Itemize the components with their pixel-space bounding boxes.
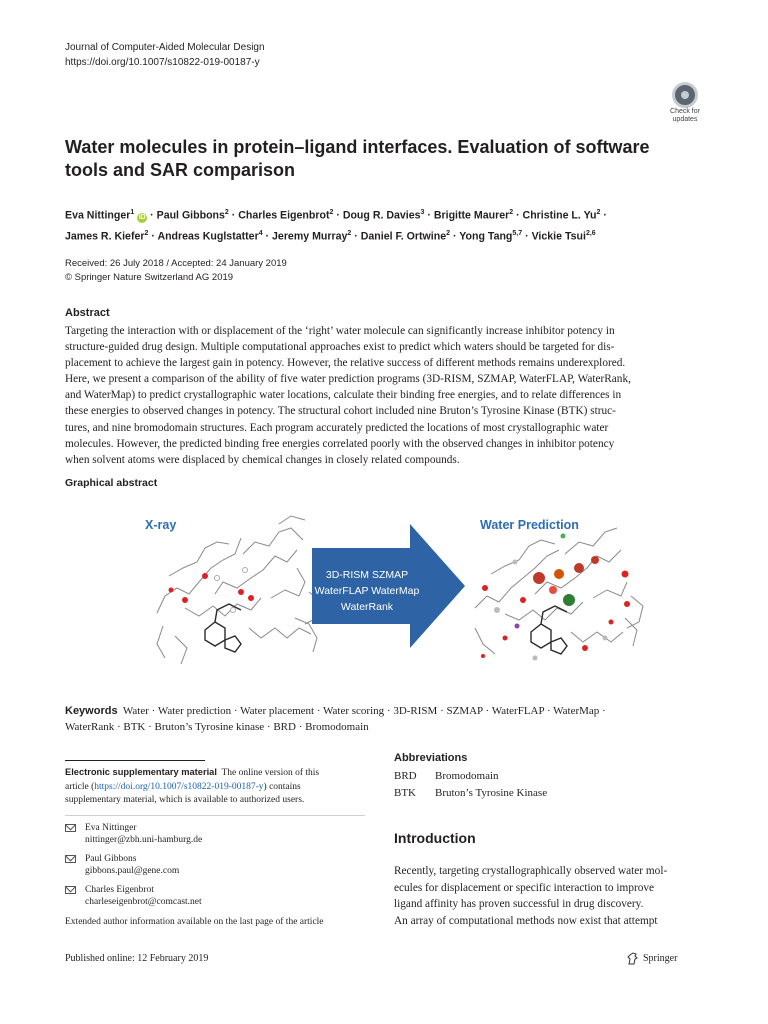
abbreviations-list bbox=[394, 768, 547, 802]
email-link[interactable]: nittinger@zbh.uni-hamburg.de bbox=[85, 835, 203, 845]
springer-horse-icon bbox=[626, 952, 639, 965]
author-list bbox=[65, 204, 705, 245]
keywords-label: Keywords bbox=[65, 705, 118, 717]
predicted-structure bbox=[475, 528, 643, 654]
keywords: Keywords Water · Water prediction · Water placement · Water scoring · 3D-RISM · SZMAP · WaterFLAP · WaterMap · WaterRank · BTK · Bruton’s Tyrosine kinase · BRD · Bromodomain bbox=[65, 705, 606, 733]
esm-bottom-divider bbox=[65, 815, 365, 816]
abbreviations-heading: Abbreviations bbox=[394, 752, 468, 764]
graphical-abstract-heading: Graphical abstract bbox=[65, 477, 158, 489]
check-updates-icon bbox=[672, 82, 698, 108]
water-prediction-label: Water Prediction bbox=[480, 518, 579, 532]
introduction-heading: Introduction bbox=[394, 830, 476, 846]
orcid-icon[interactable]: iD bbox=[138, 213, 146, 221]
abbreviation-row: BRD Bromodomain bbox=[394, 770, 499, 782]
extended-author-info: Extended author information available on the last page of the article bbox=[65, 917, 324, 927]
abstract-text: Targeting the interaction with or displacement of the ‘right’ water molecule can significantly increase inhibitor potency in structure-guided drug design. Multiple computational approaches exist to predict which waters should be targeted for dis- placement to achieve the largest gain in potency. However, the relative success of different methods remains underexplored. Here, we present a comparison of the ability of five water prediction programs (3D-RISM, SZMAP, WaterFLAP, WaterRank, and WaterMap) to predict crystallographic water locations, calculate their binding free energies, and to relate differences in these energies to observed changes in potency. The structural cohort included nine Bruton’s Tyrosine Kinase (BTK) struc- tures, and nine bromodomain structures. Each program accurately predicted the locations of most crystallographic water molecules. However, the predicted binding free energies correlated poorly with the observed changes in inhibitor potency when solvent atoms were displaced by chemical changes in closely related compounds. bbox=[65, 325, 631, 466]
esm-doi-link[interactable]: https://doi.org/10.1007/s10822-019-00187-y bbox=[94, 781, 264, 792]
abbreviation-row: BTK Bruton’s Tyrosine Kinase bbox=[394, 787, 548, 799]
xray-label: X-ray bbox=[145, 518, 177, 532]
doi-link[interactable]: https://doi.org/10.1007/s10822-019-00187-y bbox=[65, 57, 260, 68]
email-link[interactable]: charleseigenbrot@comcast.net bbox=[85, 897, 202, 907]
envelope-icon bbox=[65, 855, 76, 863]
arrow-text-line-1: 3D-RISM SZMAP bbox=[325, 569, 409, 581]
authors-line-1: Eva Nittinger$^1$ iD · Paul Gibbons$^2$ · Charles Eigenbrot$^2$ · Doug R. Davies$^3$ · Brigitte Maurer$^2$ · Christine L. $Yu^2$ · bbox=[65, 209, 607, 222]
article-title: Water molecules in protein–ligand interfaces. Evaluation of software tools and SAR comparison bbox=[65, 137, 650, 180]
envelope-icon bbox=[65, 824, 76, 832]
introduction-text: Recently, targeting crystallographically observed water mol- ecules for displacement or specific interaction to improve ligand affinity has proven successful in drug discovery. An array of computational methods now exist that attempt bbox=[394, 865, 668, 927]
publisher-logo: Springer bbox=[626, 952, 677, 965]
graphical-abstract-figure bbox=[65, 498, 705, 680]
journal-header bbox=[65, 40, 265, 70]
email-link[interactable]: gibbons.paul@gene.com bbox=[85, 866, 180, 876]
article-dates: Received: 26 July 2018 / Accepted: 24 January 2019 © Springer Nature Switzerland AG 2019 bbox=[65, 258, 287, 283]
esm-note: Electronic supplementary material The online version of this article (https://doi.org/10.1007/s10822-019-00187-y) contains supplementary material, which is available to authorized users. bbox=[65, 767, 320, 805]
arrow-text-line-2: WaterFLAP WaterMap bbox=[314, 585, 420, 597]
abstract-heading: Abstract bbox=[65, 307, 110, 319]
journal-name: Journal of Computer-Aided Molecular Design bbox=[65, 42, 265, 53]
check-for-updates-badge[interactable]: Check for updates bbox=[664, 82, 706, 126]
esm-divider bbox=[65, 760, 205, 761]
published-date: Published online: 12 February 2019 bbox=[65, 953, 209, 964]
envelope-icon bbox=[65, 886, 76, 894]
authors-line-2: James R. Kiefer$^2$ · Andreas Kuglstatter$^4$ · Jeremy Murray$^2$ · Daniel F. Ortwine$^2$ · Yong Tang$^{5,7}$ · Vickie Tsui$^{2,6}$ bbox=[65, 229, 596, 243]
arrow-text-line-3: WaterRank bbox=[340, 601, 394, 613]
